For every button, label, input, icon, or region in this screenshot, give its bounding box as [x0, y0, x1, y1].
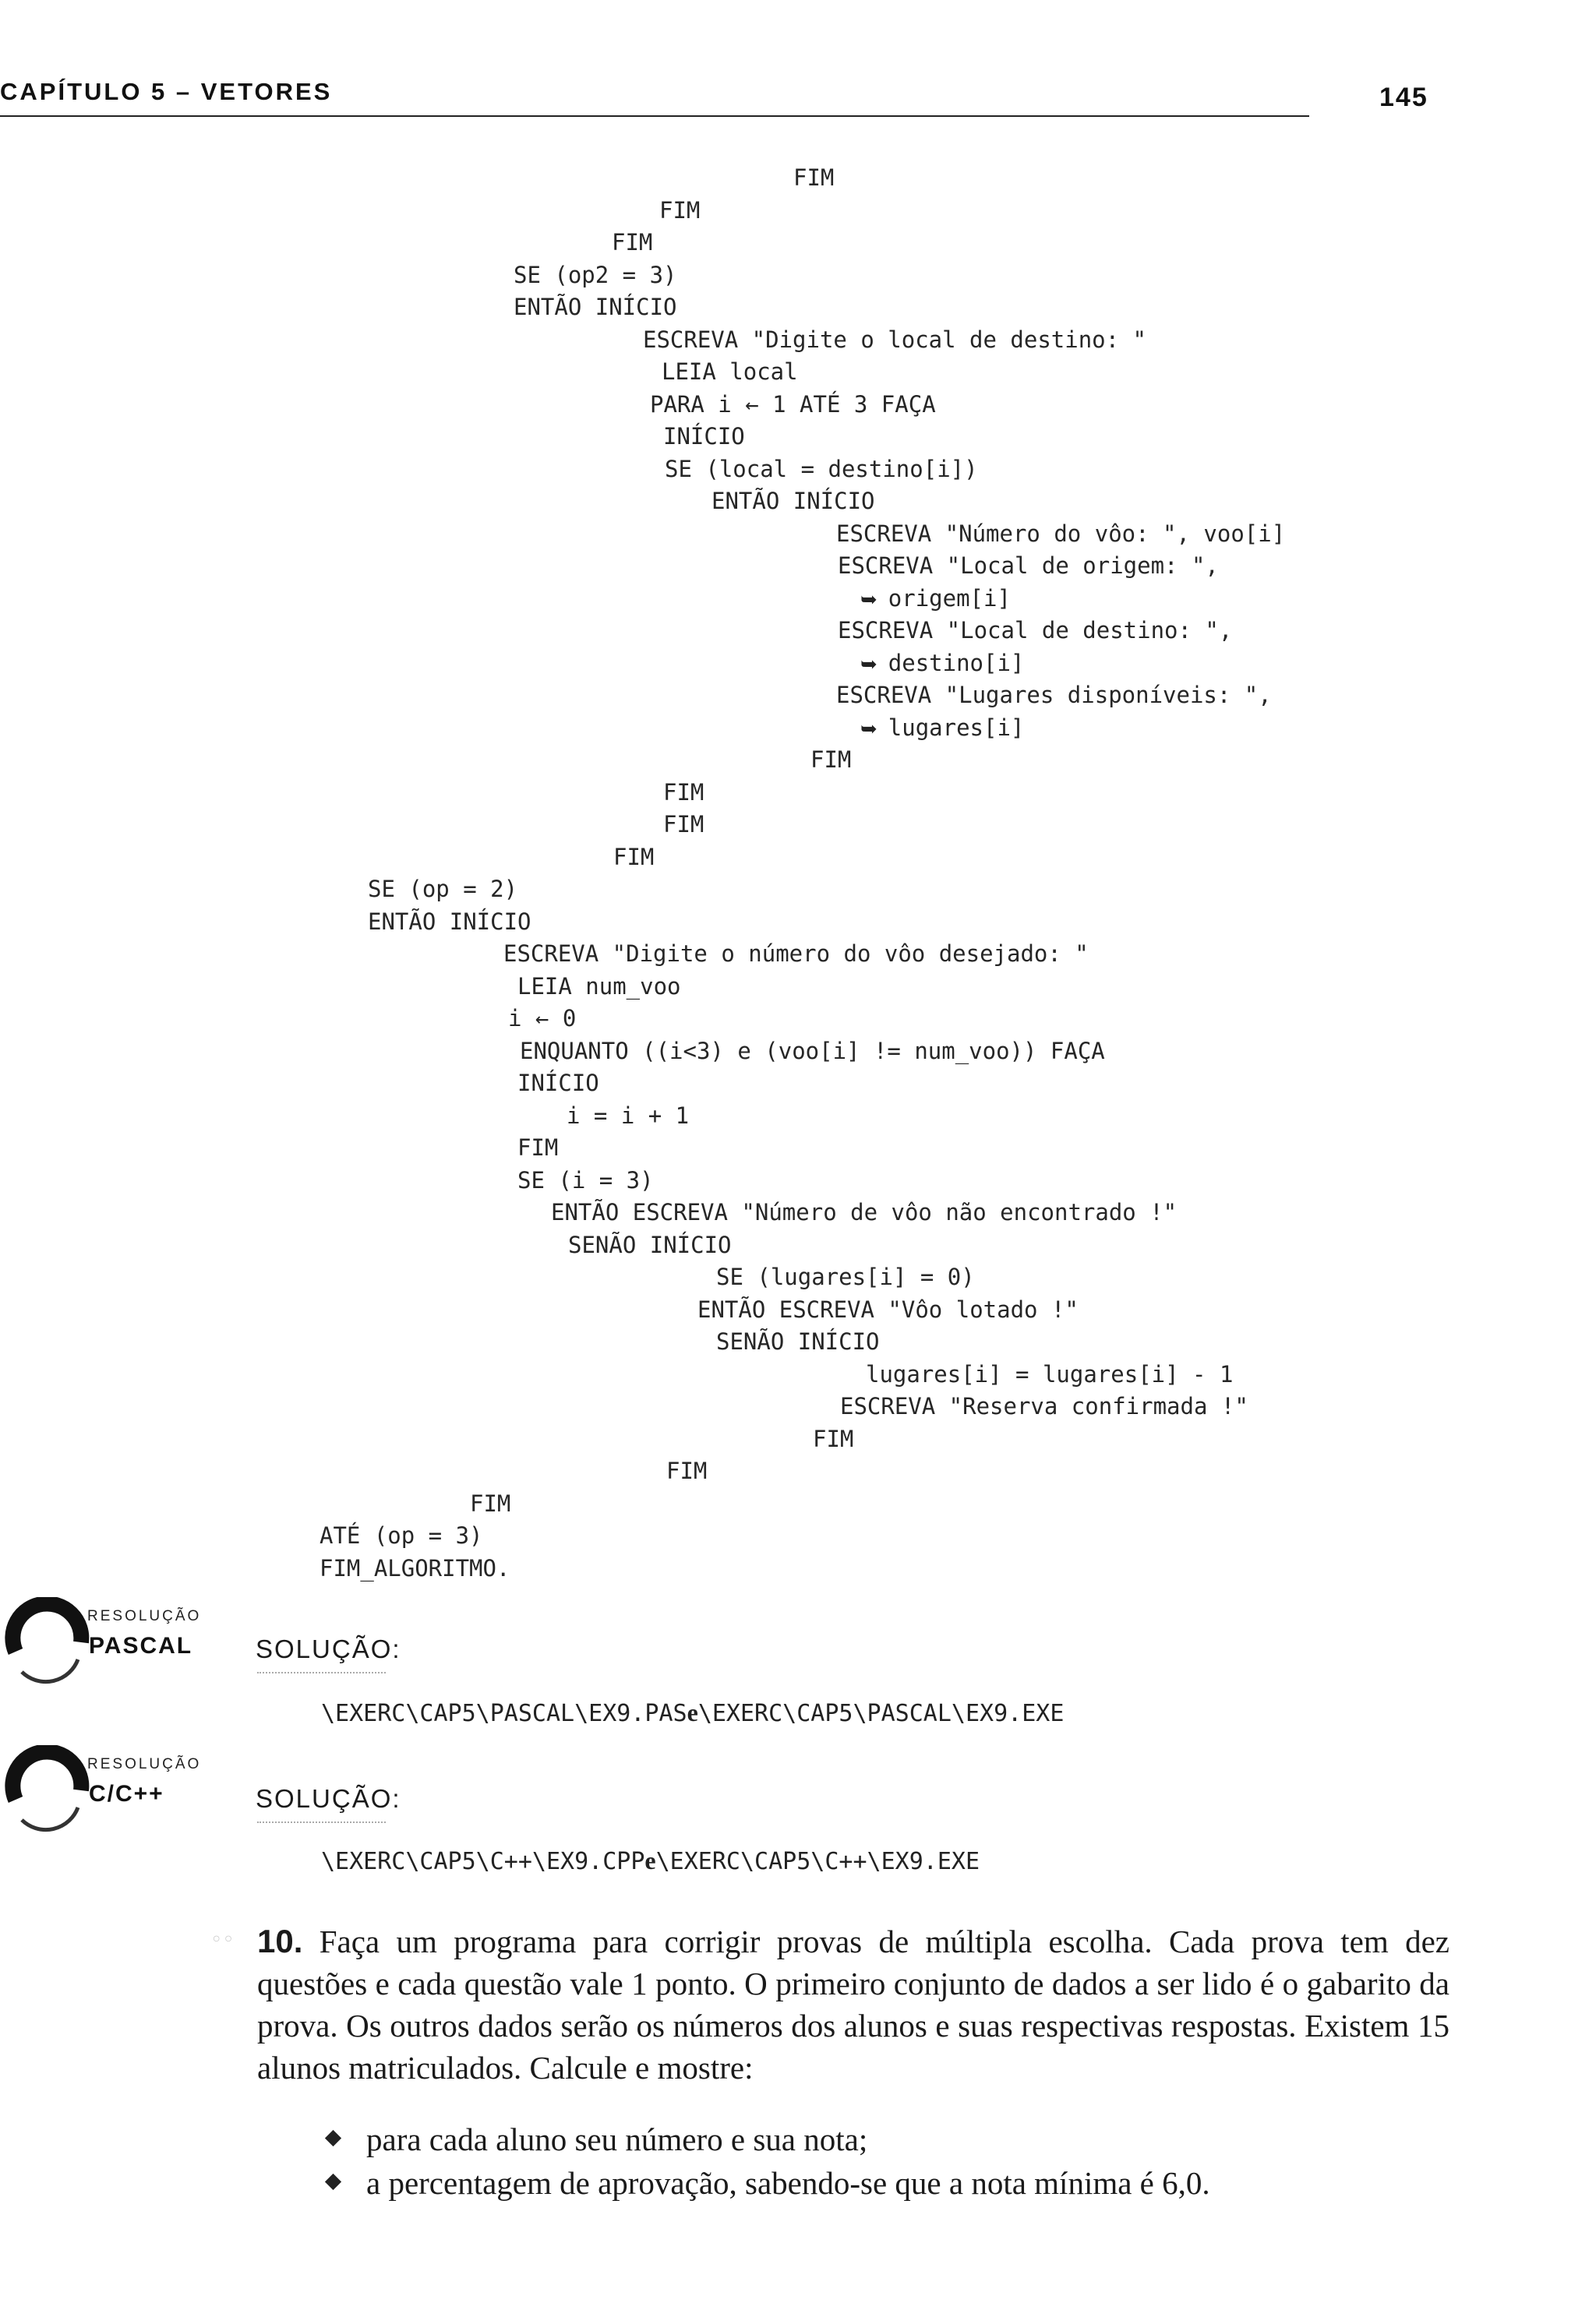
solution-file-paths	[321, 1846, 980, 1875]
code-line: lugares[i] = lugares[i] - 1	[866, 1361, 1234, 1388]
code-line: SENÃO INÍCIO	[716, 1328, 880, 1355]
code-line: PARA i ← 1 ATÉ 3 FAÇA	[650, 391, 936, 418]
code-line: ESCREVA "Lugares disponíveis: ",	[836, 682, 1272, 708]
diamond-bullet-icon	[325, 2174, 341, 2190]
resolution-badge-top: RESOLUÇÃO	[87, 1756, 202, 1772]
code-line: FIM	[666, 1458, 708, 1484]
code-line-text: destino[i]	[888, 650, 1025, 676]
code-line: ENTÃO INÍCIO	[711, 488, 875, 514]
code-line: ESCREVA "Digite o local de destino: "	[643, 326, 1147, 353]
list-item	[326, 2118, 1210, 2161]
solution-label: SOLUÇÃO:	[256, 1635, 401, 1663]
code-line-text: origem[i]	[888, 585, 1011, 612]
code-line: FIM	[517, 1134, 559, 1161]
solution-file-paths	[321, 1698, 1064, 1727]
code-line: FIM	[663, 779, 704, 806]
code-line: LEIA num_voo	[517, 973, 681, 1000]
code-line	[860, 584, 1011, 614]
code-line: FIM	[793, 164, 835, 191]
continuation-arrow-icon: ➥	[860, 653, 877, 676]
code-line: SE (op = 2)	[368, 876, 518, 902]
code-line: ENTÃO ESCREVA "Número de vôo não encontrado !"	[551, 1199, 1178, 1225]
code-line: FIM	[813, 1426, 854, 1452]
code-line: ESCREVA "Número do vôo: ", voo[i]	[836, 520, 1286, 547]
exercise-number: 10.	[257, 1923, 303, 1959]
code-line: FIM	[612, 229, 653, 256]
resolution-badge-language: PASCAL	[89, 1633, 193, 1659]
resolution-logo-icon	[0, 1597, 94, 1691]
solution-underline	[257, 1821, 386, 1823]
code-line: ENTÃO INÍCIO	[514, 294, 677, 320]
file-path: \EXERC\CAP5\C++\EX9.CPP	[321, 1848, 645, 1875]
resolution-badge-pascal	[0, 1597, 234, 1683]
list-item-text: a percentagem de aprovação, sabendo-se que a nota mínima é 6,0.	[366, 2165, 1210, 2201]
resolution-badge-top: RESOLUÇÃO	[87, 1608, 202, 1624]
code-line	[860, 714, 1024, 743]
code-line: i ← 0	[508, 1005, 577, 1032]
code-line: INÍCIO	[663, 423, 745, 450]
file-path-conjunction: e	[687, 1698, 698, 1726]
file-path: \EXERC\CAP5\C++\EX9.EXE	[655, 1848, 980, 1875]
code-line: FIM	[659, 197, 701, 224]
file-path: \EXERC\CAP5\PASCAL\EX9.PAS	[321, 1700, 687, 1727]
code-line: INÍCIO	[517, 1070, 599, 1096]
code-line: ESCREVA "Reserva confirmada !"	[840, 1393, 1248, 1419]
resolution-badge-cpp	[0, 1745, 234, 1831]
exercise-marker-icon: ◦◦	[210, 1928, 235, 1952]
code-line: SE (local = destino[i])	[665, 456, 978, 482]
continuation-arrow-icon: ➥	[860, 588, 877, 612]
list-item-text: para cada aluno seu número e sua nota;	[366, 2121, 868, 2157]
code-line: ENQUANTO ((i<3) e (voo[i] != num_voo)) FAÇA	[520, 1038, 1105, 1064]
code-line: FIM	[613, 844, 655, 870]
code-line: i = i + 1	[567, 1102, 690, 1129]
diamond-bullet-icon	[325, 2130, 341, 2146]
code-line: ATÉ (op = 3)	[320, 1522, 483, 1549]
code-line: LEIA local	[662, 358, 798, 385]
exercise-text: Faça um programa para corrigir provas de múltipla escolha. Cada prova tem dez questões e cada questão vale 1 ponto. O primeiro conjunto de dados a ser lido é o gabarito da prova. Os outros dados serão os números dos alunos e suas respectivas respostas. Existem 15 alunos matriculados. Calcule e mostre:	[257, 1924, 1450, 2086]
page-number: 145	[1379, 83, 1428, 112]
resolution-badge-language: C/C++	[89, 1781, 164, 1807]
resolution-logo-icon	[0, 1745, 94, 1839]
code-line: SE (lugares[i] = 0)	[716, 1264, 975, 1290]
exercise-statement	[257, 1920, 1449, 2089]
code-line: SE (i = 3)	[517, 1167, 654, 1194]
exercise-bullet-list	[326, 2118, 1210, 2205]
code-line: ESCREVA "Local de origem: ",	[838, 552, 1219, 579]
continuation-arrow-icon: ➥	[860, 718, 877, 741]
code-line: SE (op2 = 3)	[514, 262, 677, 288]
code-line: FIM	[810, 746, 852, 773]
code-line-text: lugares[i]	[888, 714, 1025, 741]
file-path: \EXERC\CAP5\PASCAL\EX9.EXE	[697, 1700, 1065, 1727]
code-line: ENTÃO INÍCIO	[368, 908, 531, 935]
code-line: FIM	[663, 811, 704, 838]
code-line: FIM	[470, 1490, 511, 1517]
code-line: SENÃO INÍCIO	[568, 1232, 732, 1258]
list-item	[326, 2161, 1210, 2205]
code-line: ESCREVA "Local de destino: ",	[838, 617, 1233, 644]
header-rule	[0, 115, 1309, 117]
code-line	[860, 649, 1024, 679]
code-line: FIM_ALGORITMO.	[320, 1555, 510, 1582]
solution-underline	[257, 1672, 386, 1673]
file-path-conjunction: e	[644, 1846, 656, 1874]
code-line: ESCREVA "Digite o número do vôo desejado: "	[503, 940, 1089, 967]
solution-label: SOLUÇÃO:	[256, 1784, 401, 1813]
code-line: ENTÃO ESCREVA "Vôo lotado !"	[697, 1296, 1079, 1323]
chapter-title: CAPÍTULO 5 – VETORES	[0, 78, 333, 105]
